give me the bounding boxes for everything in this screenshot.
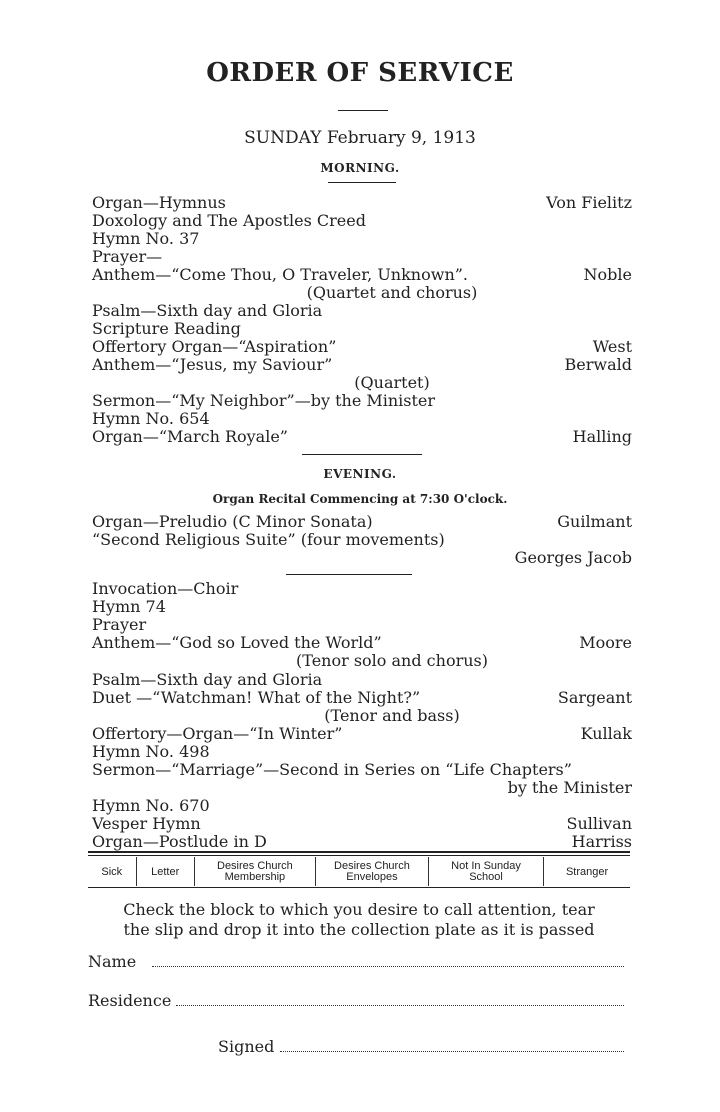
program-item-title: (Quartet and chorus) — [306, 283, 478, 302]
program-item — [92, 392, 632, 410]
slip-border-top — [88, 851, 630, 853]
recital-note: Organ Recital Commencing at 7:30 O'clock. — [212, 492, 508, 506]
program-item — [92, 761, 632, 779]
program-item-composer: Sullivan — [566, 814, 632, 834]
program-item — [92, 743, 632, 761]
program-item — [92, 428, 632, 446]
program-item — [92, 248, 632, 266]
program-item-title: Prayer — [92, 615, 147, 635]
program-item-title: Hymn No. 37 — [92, 229, 200, 248]
slip-border-inner — [88, 855, 630, 856]
program-item-composer: by the Minister — [507, 778, 632, 798]
slip-cell-sublabel: School — [469, 871, 503, 883]
program-item — [92, 549, 632, 567]
program-item-title: (Tenor solo and chorus) — [296, 651, 488, 671]
slip-checkbox-cell[interactable] — [194, 857, 315, 886]
program-item — [92, 707, 632, 725]
program-item — [92, 266, 632, 284]
program-item — [92, 374, 632, 392]
program-item-title: Vesper Hymn — [92, 814, 201, 834]
program-item-composer: Guilmant — [557, 512, 632, 531]
name-line — [152, 966, 624, 967]
program-item-title: Invocation—Choir — [92, 579, 239, 598]
program-item-title: Organ—Preludio (C Minor Sonata) — [92, 512, 373, 531]
residence-field[interactable] — [88, 991, 624, 1011]
slip-instructions — [88, 900, 630, 940]
program-item — [92, 230, 632, 248]
program-item-title: (Quartet) — [354, 373, 430, 392]
program-item-title: Hymn No. 654 — [92, 409, 210, 428]
program-item — [92, 410, 632, 428]
program-item-title: Anthem—“God so Loved the World” — [92, 633, 382, 653]
program-item — [92, 212, 632, 230]
program-item-composer: West — [592, 337, 632, 356]
evening-divider-top — [302, 454, 422, 455]
signed-label: Signed — [218, 1037, 275, 1056]
program-item — [92, 797, 632, 815]
slip-cell-sublabel: Envelopes — [346, 871, 398, 883]
page-title: ORDER OF SERVICE — [206, 58, 514, 88]
program-item-title: Organ—“March Royale” — [92, 427, 288, 446]
program-item — [92, 598, 632, 616]
program-item-title: Hymn 74 — [92, 597, 166, 617]
program-item — [92, 284, 632, 302]
program-item-composer: Kullak — [580, 723, 632, 743]
program-item-title: Prayer— — [92, 247, 163, 266]
residence-line — [176, 1005, 624, 1006]
signed-field[interactable] — [218, 1037, 624, 1057]
slip-cell-label: Letter — [151, 865, 180, 878]
program-item — [92, 580, 632, 598]
evening-heading: EVENING. — [323, 467, 397, 481]
program-item — [92, 302, 632, 320]
program-item — [92, 671, 632, 689]
program-item-title: Hymn No. 670 — [92, 796, 210, 816]
program-item-title: Offertory—Organ—“In Winter” — [92, 723, 343, 743]
program-item — [92, 634, 632, 652]
program-item-composer: Harriss — [571, 832, 632, 852]
morning-heading: MORNING. — [320, 161, 400, 175]
program-item-composer: Moore — [579, 633, 632, 653]
program-item — [92, 513, 632, 531]
program-item-title: “Second Religious Suite” (four movements) — [92, 530, 445, 549]
program-item — [92, 338, 632, 356]
name-field[interactable] — [88, 952, 624, 972]
program-item-title: Psalm—Sixth day and Gloria — [92, 301, 323, 320]
slip-checkbox-cell[interactable] — [136, 857, 194, 886]
program-item-title: (Tenor and bass) — [324, 705, 460, 725]
program-item — [92, 356, 632, 374]
program-item-composer: Georges Jacob — [514, 548, 632, 567]
slip-cell-label: Sick — [101, 865, 123, 878]
program-item-title: Organ—Hymnus — [92, 193, 226, 212]
slip-checkbox-cell[interactable] — [315, 857, 428, 886]
signed-line — [280, 1051, 624, 1052]
program-item — [92, 616, 632, 634]
program-item — [92, 779, 632, 797]
program-item-title: Psalm—Sixth day and Gloria — [92, 669, 323, 689]
attention-slip-table — [88, 857, 630, 886]
program-item-composer: Von Fielitz — [546, 193, 632, 212]
title-divider — [338, 110, 388, 111]
slip-cell-sublabel: Membership — [224, 871, 286, 883]
program-item — [92, 725, 632, 743]
program-item-composer: Sargeant — [557, 687, 632, 707]
instruction-line-2: the slip and drop it into the collection plate as it is passed — [123, 920, 595, 939]
recital-divider — [286, 574, 412, 575]
program-item — [92, 689, 632, 707]
program-item — [92, 531, 632, 549]
slip-cell-label: Desires Church — [334, 860, 410, 872]
program-item-title: Anthem—“Jesus, my Saviour” — [92, 355, 333, 374]
slip-cell-label: Stranger — [565, 865, 609, 878]
slip-checkbox-cell[interactable] — [428, 857, 543, 886]
slip-row — [88, 857, 630, 886]
program-item-title: Sermon—“My Neighbor”—by the Minister — [92, 391, 436, 410]
program-item — [92, 815, 632, 833]
program-item-title: Anthem—“Come Thou, O Traveler, Unknown”. — [92, 265, 469, 284]
slip-cell-label: Desires Church — [217, 860, 293, 872]
name-label: Name — [88, 952, 137, 971]
residence-label: Residence — [88, 991, 172, 1010]
slip-cell-label: Not In Sunday — [451, 860, 521, 872]
program-item-title: Duet —“Watchman! What of the Night?” — [92, 687, 421, 707]
program-item — [92, 320, 632, 338]
program-item — [92, 194, 632, 212]
program-item-title: Sermon—“Marriage”—Second in Series on “Life Chapters” — [92, 760, 572, 779]
program-item-title: Doxology and The Apostles Creed — [92, 211, 366, 230]
slip-border-bottom — [88, 887, 630, 888]
program-item-composer: Halling — [572, 427, 632, 446]
program-item-title: Scripture Reading — [92, 319, 241, 338]
instruction-line-1: Check the block to which you desire to call attention, tear — [123, 900, 595, 919]
service-date: SUNDAY February 9, 1913 — [244, 128, 476, 148]
program-item-composer: Berwald — [564, 355, 632, 374]
program-item-title: Hymn No. 498 — [92, 741, 210, 761]
program-item — [92, 833, 632, 851]
program-item-title: Offertory Organ—“Aspiration” — [92, 337, 337, 356]
slip-checkbox-cell[interactable] — [544, 857, 630, 886]
slip-checkbox-cell[interactable] — [88, 857, 136, 886]
morning-divider — [328, 182, 396, 183]
program-item-composer: Noble — [583, 265, 632, 284]
program-item-title: Organ—Postlude in D — [92, 832, 267, 852]
program-item — [92, 652, 632, 670]
